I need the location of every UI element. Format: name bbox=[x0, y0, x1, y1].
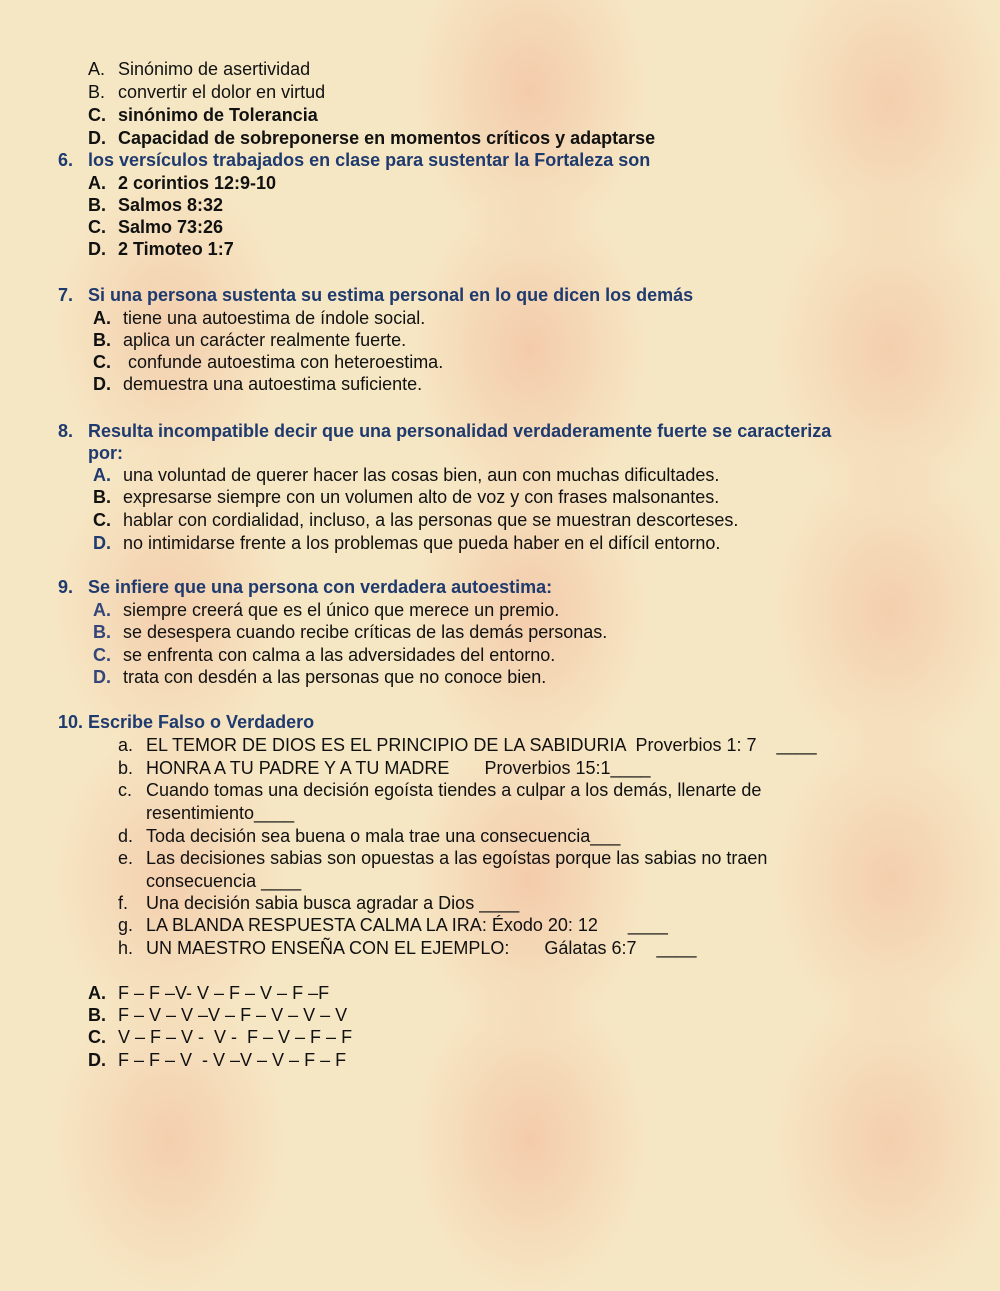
q5-option-a: A. Sinónimo de asertividad bbox=[88, 59, 311, 79]
q7-option-a: A. tiene una autoestima de índole social. bbox=[93, 308, 426, 328]
q10-item-c: c. Cuando tomas una decisión egoísta tiendes a culpar a los demás, llenarte de bbox=[118, 780, 762, 800]
worksheet-page: A. Sinónimo de asertividad B. convertir el dolor en virtud C. sinónimo de Tolerancia D. Capacidad de sobreponerse en momentos críticos y adaptarse 6. los versículos trabajados en clase para sustentar la Fortaleza son A. 2 corintios 12:9-10 B. Salmos 8:32 C. Salmo 73:26 D. 2 Timoteo 1:7 7. Si una persona sustenta su estima personal en lo que dicen los demás A. tiene una autoestima de índole social. B. aplica un carácter realmente fuerte. C. confunde autoestima con heteroestima. D. demuestra una autoestima suficiente. 8. Resulta incompatible decir que una personalidad verdaderamente fuerte se caracteriza por: A. una voluntad de querer hacer las cosas bien, aun con muchas dificultades. B. expresarse siempre con un volumen alto de voz y con frases malsonantes. C. hablar con cordialidad, incluso, a las personas que se muestran descorteses. D. no intimidarse frente a los problemas que pueda haber en el difícil entorno. 9. Se infiere que una persona con verdadera autoestima: A. siempre creerá que es el único que merece un premio. B. se desespera cuando recibe críticas de las demás personas. C. se enfrenta con calma a las adversidades del entorno. D. trata con desdén a las personas que no conoce bien. 10. Escribe Falso o Verdadero a. EL TEMOR DE DIOS ES EL PRINCIPIO DE LA SABIDURIA Proverbios 1: 7 ____ b. HONRA A TU PADRE Y A TU MADRE Proverbios 15:1____ c. Cuando tomas una decisión egoísta tiendes a culpar a los demás, llenarte de resentimiento____ d. Toda decisión sea buena o mala trae una consecuencia___ e. Las decisiones sabias son opuestas a las egoístas porque las sabias no traen consecuencia ____ f. Una decisión sabia busca agradar a Dios ____ g. LA BLANDA RESPUESTA CALMA LA IRA: Éxodo 20: 12 ____ h. UN MAESTRO ENSEÑA CON EL EJEMPLO: Gálatas 6:7 ____ A. F – F –V- V – F – V – F –F B. F – V – V –V – F – V – V – V C. V – F – V - V - F – V – F – F D. F – F – V - V –V – V – F – F bbox=[58, 59, 832, 1070]
q10-item-d: d. Toda decisión sea buena o mala trae una consecuencia___ bbox=[118, 826, 621, 846]
q6-option-c: C. Salmo 73:26 bbox=[88, 217, 224, 237]
q10-answer-c: C. V – F – V - V - F – V – F – F bbox=[88, 1027, 353, 1047]
q10-answer-d: D. F – F – V - V –V – V – F – F bbox=[88, 1050, 347, 1070]
q8-option-c: C. hablar con cordialidad, incluso, a las personas que se muestran descorteses. bbox=[93, 510, 739, 530]
q10-item-h: h. UN MAESTRO ENSEÑA CON EL EJEMPLO: Gálatas 6:7 ____ bbox=[118, 938, 697, 958]
q7-option-b: B. aplica un carácter realmente fuerte. bbox=[93, 330, 407, 350]
q8-option-d: D. no intimidarse frente a los problemas que pueda haber en el difícil entorno. bbox=[93, 533, 721, 553]
q6-option-a: A. 2 corintios 12:9-10 bbox=[88, 173, 277, 193]
q9-option-d: D. trata con desdén a las personas que no conoce bien. bbox=[93, 667, 547, 687]
q9-option-a: A. siempre creerá que es el único que merece un premio. bbox=[93, 600, 560, 620]
q10-item-c-line2: resentimiento____ bbox=[146, 803, 295, 823]
q7-option-d: D. demuestra una autoestima suficiente. bbox=[93, 374, 423, 394]
q10-item-f: f. Una decisión sabia busca agradar a Dios ____ bbox=[118, 893, 520, 913]
q9-option-b: B. se desespera cuando recibe críticas de las demás personas. bbox=[93, 622, 608, 642]
q8-option-a: A. una voluntad de querer hacer las cosas bien, aun con muchas dificultades. bbox=[93, 465, 720, 485]
q10-item-e: e. Las decisiones sabias son opuestas a las egoístas porque las sabias no traen bbox=[118, 848, 768, 868]
q7-option-c: C. confunde autoestima con heteroestima. bbox=[93, 352, 444, 372]
q10-item-a: a. EL TEMOR DE DIOS ES EL PRINCIPIO DE LA SABIDURIA Proverbios 1: 7 ____ bbox=[118, 735, 817, 755]
q10-item-e-line2: consecuencia ____ bbox=[146, 871, 302, 891]
q10-item-g: g. LA BLANDA RESPUESTA CALMA LA IRA: Éxodo 20: 12 ____ bbox=[118, 915, 668, 935]
q6-option-b: B. Salmos 8:32 bbox=[88, 195, 224, 215]
q10-answer-a: A. F – F –V- V – F – V – F –F bbox=[88, 983, 330, 1003]
q10-answer-b: B. F – V – V –V – F – V – V – V bbox=[88, 1005, 348, 1025]
q5-option-b: B. convertir el dolor en virtud bbox=[88, 82, 326, 102]
q5-option-d: D. Capacidad de sobreponerse en momentos críticos y adaptarse bbox=[88, 128, 656, 148]
q6-option-d: D. 2 Timoteo 1:7 bbox=[88, 239, 234, 259]
q5-option-c: C. sinónimo de Tolerancia bbox=[88, 105, 318, 125]
q9-option-c: C. se enfrenta con calma a las adversidades del entorno. bbox=[93, 645, 556, 665]
q8-option-b: B. expresarse siempre con un volumen alto de voz y con frases malsonantes. bbox=[93, 487, 720, 507]
q10-item-b: b. HONRA A TU PADRE Y A TU MADRE Proverbios 15:1____ bbox=[118, 758, 651, 778]
q8-question-line2: por: bbox=[88, 443, 123, 463]
